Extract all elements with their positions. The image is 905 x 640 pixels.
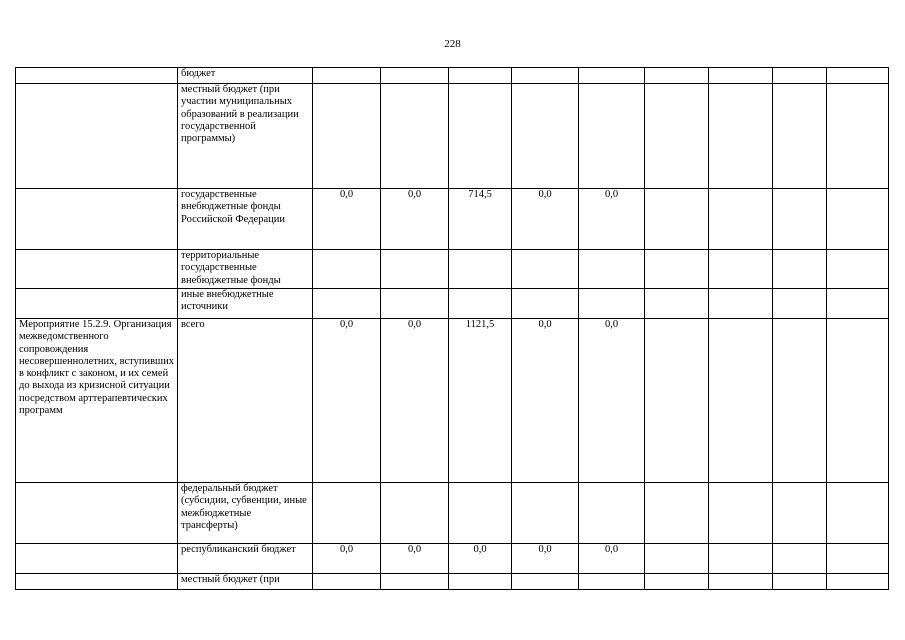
value-cell: [313, 250, 381, 289]
value-cell: [449, 289, 512, 319]
value-cell: [709, 250, 773, 289]
table-row: [16, 544, 889, 574]
value-cell: [579, 68, 645, 84]
value-cell: [313, 483, 381, 544]
table-row: [16, 84, 889, 189]
page-number: 228: [444, 38, 461, 50]
table-row: [16, 250, 889, 289]
value-cell: [827, 544, 889, 574]
value-cell: [313, 68, 381, 84]
value-cell: [579, 250, 645, 289]
value-cell: [709, 189, 773, 250]
value-cell: 0,0: [381, 319, 449, 483]
value-cell: [512, 483, 579, 544]
value-cell: [449, 483, 512, 544]
value-cell: [773, 68, 827, 84]
table-row: [16, 289, 889, 319]
funding-source-cell: федеральный бюджет (субсидии, субвенции, иные межбюджетные трансферты): [178, 483, 313, 544]
value-cell: [645, 189, 709, 250]
event-cell: [16, 544, 178, 574]
value-cell: 0,0: [579, 189, 645, 250]
value-cell: [579, 289, 645, 319]
table-row: [16, 68, 889, 84]
value-cell: 0,0: [512, 189, 579, 250]
value-cell: [773, 250, 827, 289]
value-cell: [512, 250, 579, 289]
event-cell: Мероприятие 15.2.9. Организация межведомственного сопровождения несовершеннолетних, вступивших в конфликт с законом, и их семей до выхода из кризисной ситуации посредством арттерапевтических программ: [16, 319, 178, 483]
value-cell: [827, 289, 889, 319]
value-cell: [827, 319, 889, 483]
value-cell: [381, 250, 449, 289]
value-cell: [381, 84, 449, 189]
value-cell: [773, 289, 827, 319]
value-cell: [773, 574, 827, 590]
value-cell: [709, 68, 773, 84]
value-cell: [381, 483, 449, 544]
value-cell: [313, 574, 381, 590]
event-cell: [16, 483, 178, 544]
value-cell: 0,0: [381, 189, 449, 250]
value-cell: [645, 319, 709, 483]
value-cell: [449, 574, 512, 590]
table-row: [16, 483, 889, 544]
value-cell: 1121,5: [449, 319, 512, 483]
event-cell: [16, 189, 178, 250]
value-cell: [381, 574, 449, 590]
value-cell: [773, 319, 827, 483]
value-cell: [827, 483, 889, 544]
value-cell: [645, 483, 709, 544]
value-cell: [645, 289, 709, 319]
value-cell: [449, 250, 512, 289]
value-cell: [709, 574, 773, 590]
value-cell: 0,0: [449, 544, 512, 574]
value-cell: [827, 189, 889, 250]
value-cell: [709, 289, 773, 319]
value-cell: [381, 289, 449, 319]
value-cell: [512, 84, 579, 189]
value-cell: 0,0: [313, 544, 381, 574]
event-cell: [16, 574, 178, 590]
funding-source-cell: территориальные государственные внебюджетные фонды: [178, 250, 313, 289]
value-cell: [645, 250, 709, 289]
value-cell: [512, 68, 579, 84]
value-cell: [827, 68, 889, 84]
event-cell: [16, 68, 178, 84]
funding-source-cell: всего: [178, 319, 313, 483]
value-cell: [313, 84, 381, 189]
value-cell: 0,0: [381, 544, 449, 574]
value-cell: [449, 68, 512, 84]
value-cell: [512, 574, 579, 590]
value-cell: [313, 289, 381, 319]
value-cell: 0,0: [579, 544, 645, 574]
funding-source-cell: бюджет: [178, 68, 313, 84]
value-cell: [645, 68, 709, 84]
value-cell: 0,0: [512, 544, 579, 574]
value-cell: [827, 84, 889, 189]
value-cell: [773, 84, 827, 189]
value-cell: [773, 189, 827, 250]
table-row: [16, 574, 889, 590]
value-cell: [827, 574, 889, 590]
value-cell: [645, 544, 709, 574]
funding-source-cell: местный бюджет (при участии муниципальных образований в реализации государственной программы): [178, 84, 313, 189]
event-cell: [16, 250, 178, 289]
value-cell: 0,0: [313, 189, 381, 250]
value-cell: [709, 84, 773, 189]
value-cell: [512, 289, 579, 319]
value-cell: [579, 84, 645, 189]
event-cell: [16, 289, 178, 319]
value-cell: 714,5: [449, 189, 512, 250]
value-cell: 0,0: [579, 319, 645, 483]
table-row: [16, 189, 889, 250]
funding-source-cell: республиканский бюджет: [178, 544, 313, 574]
value-cell: [709, 483, 773, 544]
table-row: [16, 319, 889, 483]
value-cell: [709, 319, 773, 483]
funding-source-cell: государственные внебюджетные фонды Российской Федерации: [178, 189, 313, 250]
budget-table: [15, 67, 889, 590]
event-cell: [16, 84, 178, 189]
value-cell: [381, 68, 449, 84]
value-cell: [645, 574, 709, 590]
funding-source-cell: местный бюджет (при: [178, 574, 313, 590]
value-cell: [773, 483, 827, 544]
value-cell: [645, 84, 709, 189]
value-cell: 0,0: [313, 319, 381, 483]
value-cell: [827, 250, 889, 289]
value-cell: 0,0: [512, 319, 579, 483]
value-cell: [579, 483, 645, 544]
value-cell: [773, 544, 827, 574]
funding-source-cell: иные внебюджетные источники: [178, 289, 313, 319]
value-cell: [449, 84, 512, 189]
value-cell: [579, 574, 645, 590]
value-cell: [709, 544, 773, 574]
